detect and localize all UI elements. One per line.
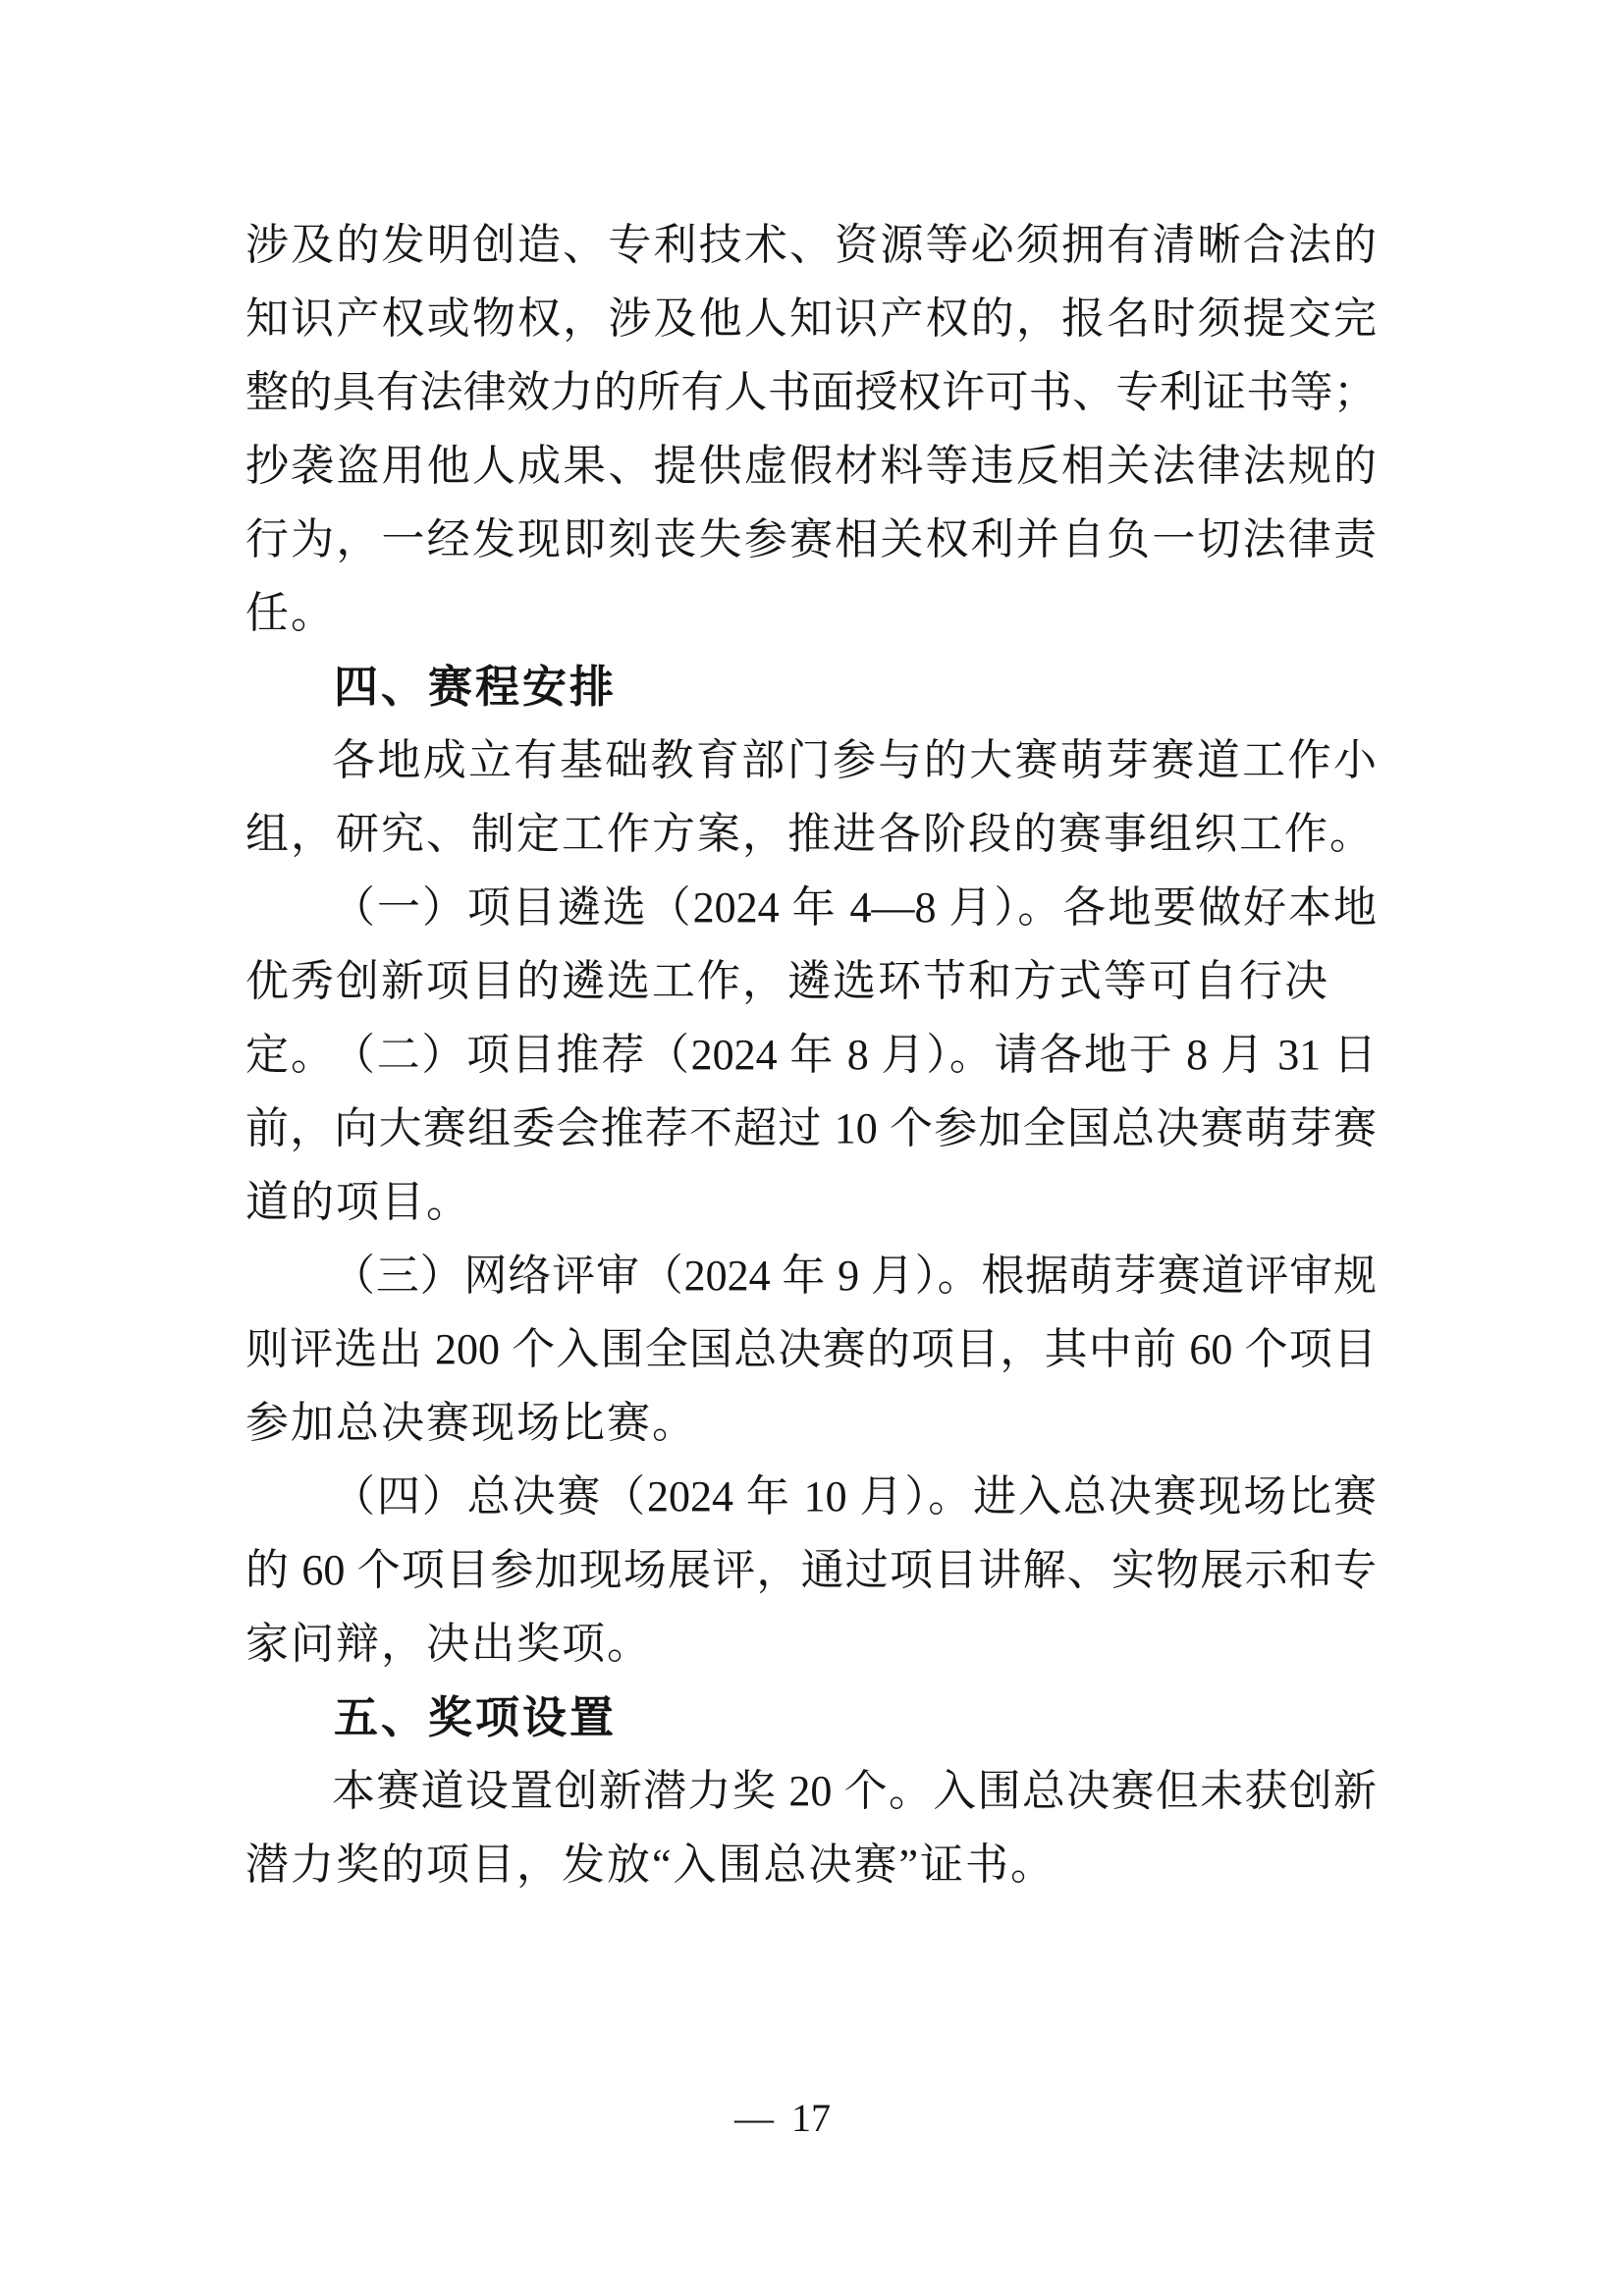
body-line: 道的项目。: [245, 1178, 471, 1226]
body-line: 潜力奖的项目，发放“入围总决赛”证书。: [245, 1841, 1056, 1889]
body-line: 组，研究、制定工作方案，推进各阶段的赛事组织工作。: [245, 810, 1375, 858]
body-line: 家问辩，决出奖项。: [245, 1620, 652, 1668]
body-line: 知识产权或物权，涉及他人知识产权的，报名时须提交完: [245, 294, 1377, 343]
body-line: 则评选出 200 个入围全国总决赛的项目，其中前 60 个项目: [245, 1325, 1377, 1373]
body-line: 的 60 个项目参加现场展评，通过项目讲解、实物展示和专: [245, 1546, 1377, 1594]
body-line: 行为，一经发现即刻丧失参赛相关权利并自负一切法律责: [245, 515, 1377, 563]
body-line: 前，向大赛组委会推荐不超过 10 个参加全国总决赛萌芽赛: [245, 1104, 1377, 1152]
body-line: （二）项目推荐（2024 年 8 月）。请各地于 8 月 31 日: [332, 1031, 1377, 1079]
body-line: （四）总决赛（2024 年 10 月）。进入总决赛现场比赛: [332, 1472, 1377, 1521]
body-line: 涉及的发明创造、专利技术、资源等必须拥有清晰合法的: [245, 221, 1377, 269]
body-line: （一）项目遴选（2024 年 4—8 月）。各地要做好本地: [332, 883, 1377, 932]
body-line: 本赛道设置创新潜力奖 20 个。入围总决赛但未获创新: [332, 1767, 1377, 1815]
body-line: 任。: [245, 589, 336, 637]
section-heading-awards: 五、奖项设置: [334, 1692, 618, 1742]
body-line: （三）网络评审（2024 年 9 月）。根据萌芽赛道评审规: [332, 1252, 1377, 1300]
section-heading-schedule: 四、赛程安排: [334, 662, 618, 712]
document-body: [245, 208, 1377, 1901]
body-line: 各地成立有基础教育部门参与的大赛萌芽赛道工作小: [332, 736, 1377, 784]
page-number: — 17: [734, 2096, 831, 2140]
body-line: 抄袭盗用他人成果、提供虚假材料等违反相关法律法规的: [245, 442, 1377, 490]
body-line: 整的具有法律效力的所有人书面授权许可书、专利证书等；: [245, 368, 1377, 416]
body-line: 优秀创新项目的遴选工作，遴选环节和方式等可自行决定。: [245, 957, 1329, 1079]
body-line: 参加总决赛现场比赛。: [245, 1399, 697, 1447]
